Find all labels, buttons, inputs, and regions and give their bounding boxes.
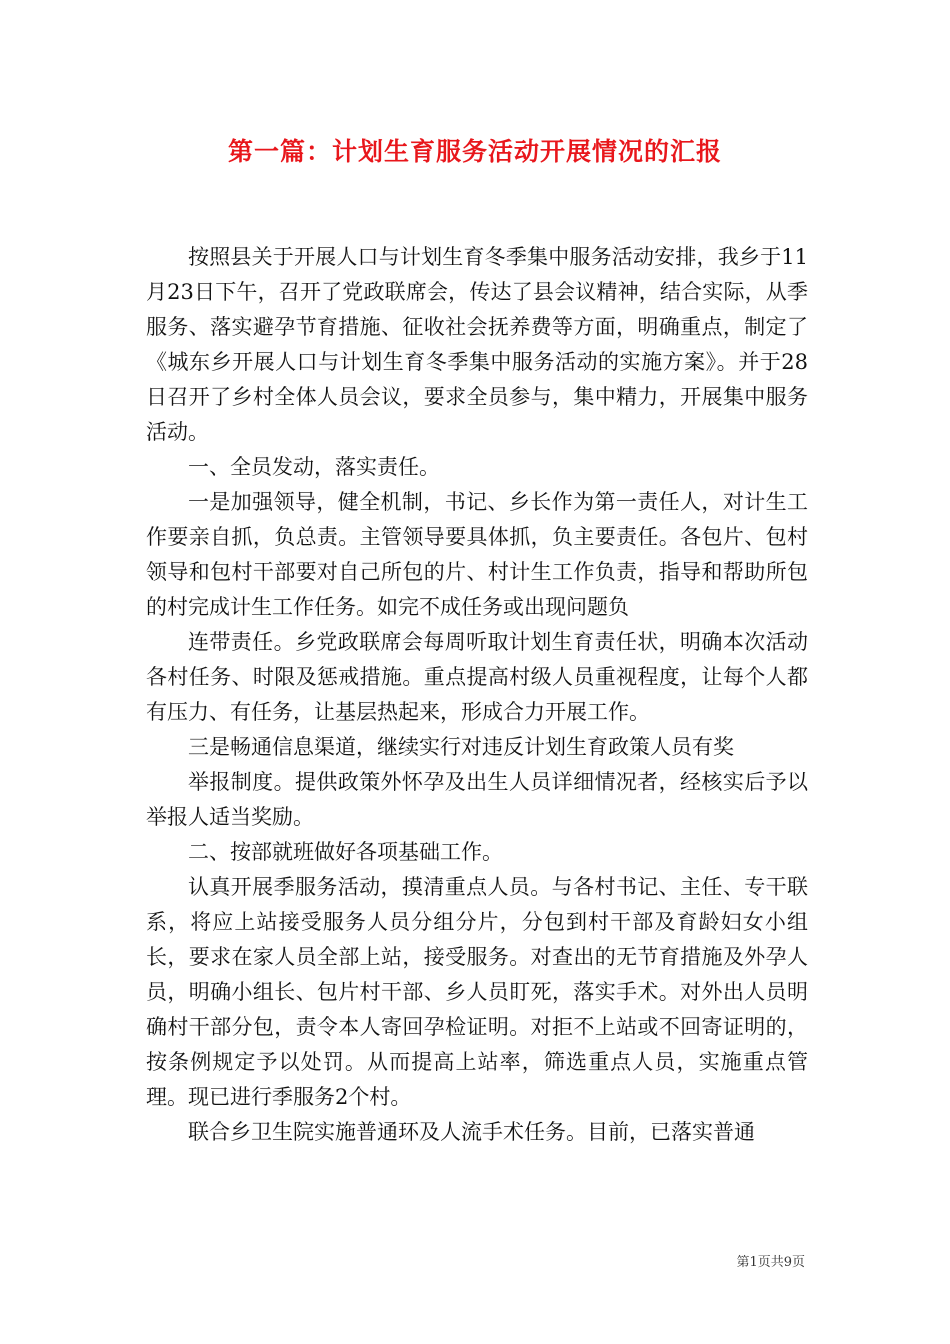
paragraph: 一是加强领导，健全机制，书记、乡长作为第一责任人，对计生工作要亲自抓，负总责。主管领导要具体抓，负主要责任。各包片、包村领导和包村干部要对自己所包的片、村计生工作负责，指导和帮助所包的村完成计生工作任务。如完不成任务或出现问题负: [146, 490, 808, 619]
section-heading: 一、全员发动，落实责任。: [188, 455, 440, 479]
paragraph: 联合乡卫生院实施普通环及人流手术任务。目前，已落实普通: [188, 1120, 755, 1144]
paragraph: 按照县关于开展人口与计划生育冬季集中服务活动安排，我乡于11月23日下午，召开了党政联席会，传达了县会议精神，结合实际，从季服务、落实避孕节育措施、征收社会抚养费等方面，明确重点，制定了《城东乡开展人口与计划生育冬季集中服务活动的实施方案》。并于28日召开了乡村全体人员会议，要求全员参与，集中精力，开展集中服务活动。: [146, 245, 808, 444]
paragraph: 三是畅通信息渠道，继续实行对违反计划生育政策人员有奖: [188, 735, 734, 759]
paragraph: 认真开展季服务活动，摸清重点人员。与各村书记、主任、专干联系，将应上站接受服务人员分组分片，分包到村干部及育龄妇女小组长，要求在家人员全部上站，接受服务。对查出的无节育措施及外孕人员，明确小组长、包片村干部、乡人员盯死，落实手术。对外出人员明确村干部分包，责令本人寄回孕检证明。对拒不上站或不回寄证明的，按条例规定予以处罚。从而提高上站率，筛选重点人员，实施重点管理。现已进行季服务2个村。: [146, 875, 808, 1109]
paragraph: 举报制度。提供政策外怀孕及出生人员详细情况者，经核实后予以举报人适当奖励。: [146, 770, 808, 829]
document-body: [146, 240, 808, 1150]
paragraph: 连带责任。乡党政联席会每周听取计划生育责任状，明确本次活动各村任务、时限及惩戒措施。重点提高村级人员重视程度，让每个人都有压力、有任务，让基层热起来，形成合力开展工作。: [146, 630, 808, 724]
page-number: 第1页共9页: [736, 1255, 805, 1270]
section-heading: 二、按部就班做好各项基础工作。: [188, 840, 503, 864]
document-title: 第一篇：计划生育服务活动开展情况的汇报: [227, 137, 722, 166]
